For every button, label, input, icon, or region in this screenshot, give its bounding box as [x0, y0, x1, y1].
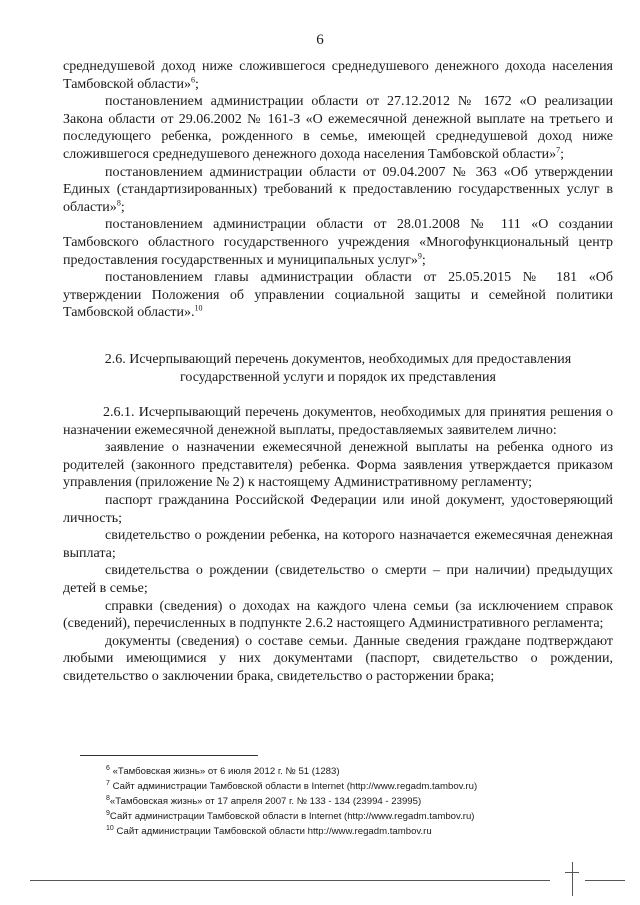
paragraph: 2.6.1. Исчерпывающий перечень документов, необходимых для принятия решения о назначении ежемесячной денежной выплаты, предоставляемых заявителем лично:	[63, 405, 613, 438]
paragraph: свидетельства о рождении (свидетельство о смерти – при наличии) предыдущих детей в семье;	[63, 563, 613, 596]
footnote-text: Сайт администрации Тамбовской области в Internet (http://www.regadm.tambov.ru)	[109, 811, 475, 822]
footnote-text: Сайт администрации Тамбовской области в Internet (http://www.regadm.tambov.ru)	[112, 781, 478, 792]
footnote-divider	[80, 755, 258, 756]
footnote-ref: 7	[556, 145, 561, 155]
footnote-number: 8	[106, 794, 110, 802]
scan-mark	[565, 872, 579, 873]
paragraph-text: постановлением администрации области от 09.04.2007 № 363 «Об утверждении Единых (стандартизированных) требований к предоставлению государственных услуг в области»	[63, 164, 613, 215]
paragraph-text: среднедушевой доход ниже сложившегося среднедушевого денежного дохода населения Тамбовской области»	[63, 59, 613, 92]
paragraph-text: постановлением администрации области от 27.12.2012 № 1672 «О реализации Закона области от 29.06.2002 № 161-З «О ежемесячной денежной выплате на третьего и последующего ребенка, рожденного в семье, имеющей среднедушевой доход ниже сложившегося среднедушевого денежного дохода населения Тамбовской области»	[63, 94, 613, 162]
footnote-number: 6	[106, 764, 110, 772]
section-heading-line: 2.6. Исчерпывающий перечень документов, необходимых для предоставления	[104, 352, 572, 367]
paragraph-text: постановлением главы администрации области от 25.05.2015 № 181 «Об утверждении Положения об управлении социальной защиты и семейной политики Тамбовской области».	[63, 270, 613, 321]
footnote-ref: 6	[191, 74, 196, 84]
paragraph: свидетельство о рождении ребенка, на которого назначается ежемесячная денежная выплата;	[63, 528, 613, 561]
footnote	[106, 794, 576, 809]
paragraph: документы (сведения) о составе семьи. Данные сведения граждане подтверждают любыми имеющимися у них документами (паспорт, свидетельство о рождении, свидетельство о заключении брака, свидетельство о расторжении брака;	[63, 633, 613, 684]
footnote-ref: 9	[417, 250, 422, 260]
footnotes	[106, 764, 576, 839]
footnote-number: 7	[106, 779, 110, 787]
paragraph: справки (сведения) о доходах на каждого члена семьи (за исключением справок (сведений), перечисленных в подпункте 2.6.2 настоящего Административного регламента;	[63, 598, 613, 632]
paragraph: постановлением администрации области от 27.12.2012 № 1672 «О реализации Закона области от 29.06.2002 № 161-З «О ежемесячной денежной выплате на третьего и последующего ребенка, рожденного в семье, имеющей среднедушевой доход ниже сложившегося среднедушевого денежного дохода населения Тамбовской области»$^7$;	[63, 94, 613, 162]
footnote-ref: 8	[116, 198, 121, 208]
page-number: 6	[316, 32, 324, 48]
paragraph: постановлением администрации области от 28.01.2008 № 111 «О создании Тамбовского областного государственного учреждения «Многофункциональный центр предоставления государственных и муниципальных услуг»$^9$;	[63, 217, 613, 268]
footnote	[106, 764, 576, 779]
documents-list	[63, 404, 613, 686]
paragraph	[63, 269, 613, 322]
footnote-text: Сайт администрации Тамбовской области http://www.regadm.tambov.ru	[116, 826, 432, 837]
legal-basis-list	[63, 58, 613, 322]
paragraph: среднедушевой доход ниже сложившегося среднедушевого денежного дохода населения Тамбовской области»$^6$;	[63, 59, 613, 92]
footnote-text: «Тамбовская жизнь» от 17 апреля 2007 г. № 133 - 134 (23994 - 23995)	[109, 796, 422, 807]
paragraph: постановлением администрации области от 09.04.2007 № 363 «Об утверждении Единых (стандартизированных) требований к предоставлению государственных услуг в области»$^8$;	[63, 164, 613, 215]
paragraph: паспорт гражданина Российской Федерации или иной документ, удостоверяющий личность;	[63, 492, 613, 526]
footnote-ref: 10	[194, 303, 203, 313]
paragraph: заявление о назначении ежемесячной денежной выплаты на ребенка одного из родителей (законного представителя) ребенка. Форма заявления утверждается приказом управления (приложение № 2) к настоящему Административному регламенту;	[63, 440, 613, 491]
scan-edge-line	[30, 880, 550, 881]
footnote-text: «Тамбовская жизнь» от 6 июля 2012 г. № 51 (1283)	[112, 766, 340, 777]
scan-edge-line	[585, 880, 625, 881]
footnote	[106, 824, 576, 839]
section-heading	[63, 351, 613, 386]
footnote	[106, 809, 576, 824]
footnote	[106, 779, 576, 794]
paragraph-text: постановлением администрации области от 28.01.2008 № 111 «О создании Тамбовского областного государственного учреждения «Многофункциональный центр предоставления государственных и муниципальных услуг»	[63, 217, 613, 268]
scan-mark	[572, 862, 573, 896]
section-heading-line: государственной услуги и порядок их представления	[180, 369, 496, 385]
footnote-number: 10	[106, 824, 114, 832]
footnote-number: 9	[106, 809, 110, 817]
